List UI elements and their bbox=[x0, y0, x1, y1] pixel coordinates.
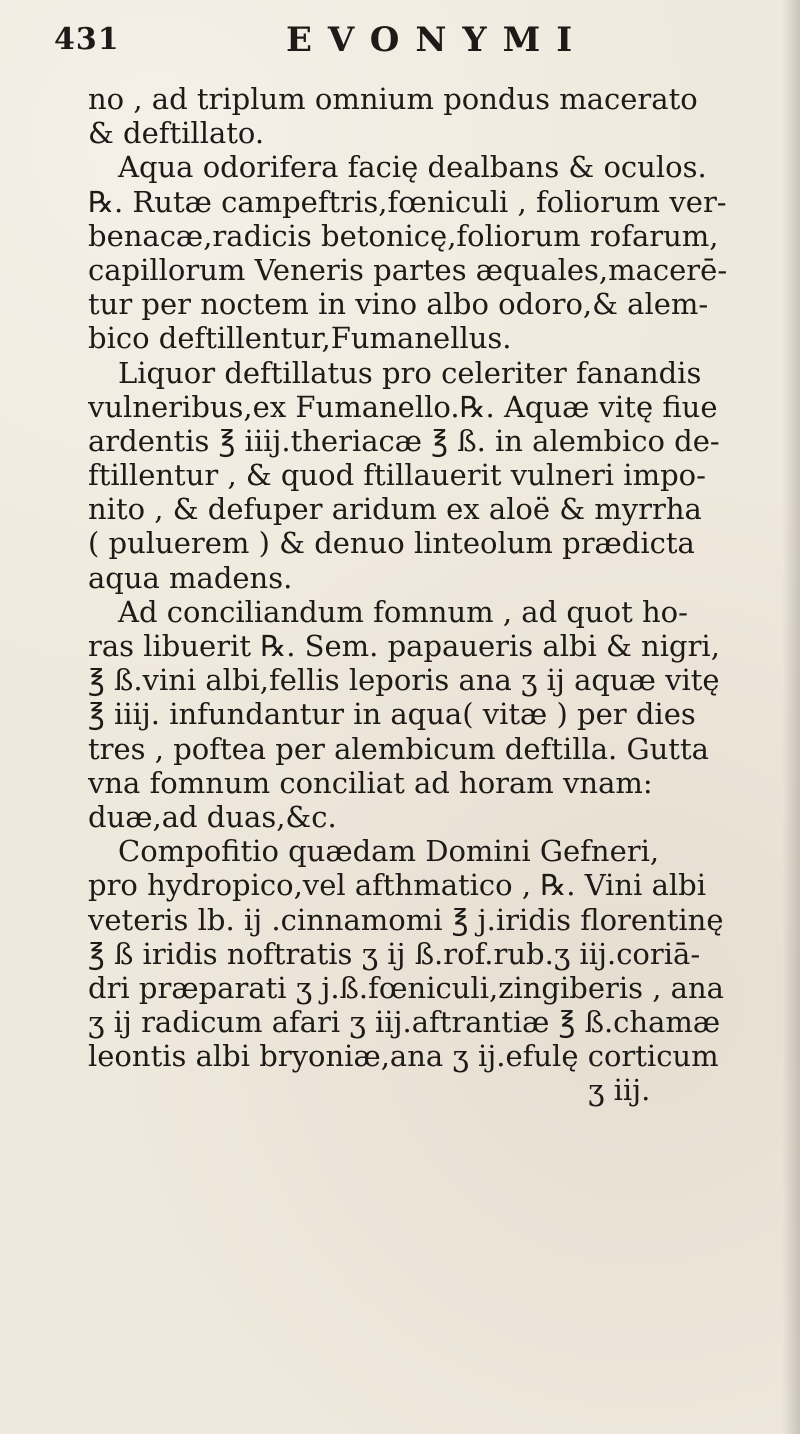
text-line: ℞. Rutæ campeftris,fœniculi , foliorum ver- bbox=[88, 184, 727, 219]
page-number: 431 bbox=[54, 22, 120, 57]
text-line: bico deftillentur,Fumanellus. bbox=[88, 321, 512, 356]
text-line: pro hydropico,vel afthmatico , ℞. Vini albi bbox=[88, 868, 706, 903]
text-line: Compofitio quædam Domini Gefneri, bbox=[118, 834, 660, 869]
text-line: vulneribus,ex Fumanello.℞. Aquæ vitę fiue bbox=[88, 389, 718, 424]
text-line: Aqua odorifera facię dealbans & oculos. bbox=[118, 150, 707, 185]
text-line: tres , poftea per alembicum deftilla. Gutta bbox=[88, 731, 709, 766]
text-line: nito , & defuper aridum ex aloë & myrrha bbox=[88, 492, 702, 527]
text-line: Ad conciliandum fomnum , ad quot ho- bbox=[118, 594, 688, 629]
text-line: ( puluerem ) & denuo linteolum prædicta bbox=[88, 526, 695, 561]
body-text bbox=[88, 82, 788, 1108]
text-line: ardentis ℥ iiij.theriacæ ℥ ß. in alembico de- bbox=[88, 423, 720, 458]
text-line: benacæ,radicis betonicę,foliorum rofarum, bbox=[88, 218, 719, 253]
text-line: veteris lb. ij .cinnamomi ℥ j.iridis florentinę bbox=[88, 902, 724, 937]
text-line: aqua madens. bbox=[88, 560, 293, 595]
text-line: ftillentur , & quod ftillauerit vulneri impo- bbox=[88, 458, 706, 493]
running-title: EVONYMI bbox=[286, 20, 589, 60]
page-header bbox=[54, 22, 754, 64]
text-line: tur per noctem in vino albo odoro,& alem- bbox=[88, 287, 709, 322]
text-line: vna fomnum conciliat ad horam vnam: bbox=[88, 765, 653, 800]
text-line: ℥ ß iridis noftratis ʒ ij ß.rof.rub.ʒ iij.coriā- bbox=[88, 936, 701, 971]
text-line: ras libuerit ℞. Sem. papaueris albi & nigri, bbox=[88, 629, 720, 663]
text-line: capillorum Veneris partes æquales,macerē- bbox=[88, 252, 728, 287]
text-line: ʒ iij. bbox=[588, 1073, 651, 1108]
text-line: duæ,ad duas,&c. bbox=[88, 799, 337, 834]
text-line: ℥ ß.vini albi,fellis leporis ana ʒ ij aquæ vitę bbox=[88, 663, 720, 698]
text-line: Liquor deftillatus pro celeriter fanandis bbox=[118, 355, 702, 390]
text-line: dri præparati ʒ j.ß.fœniculi,zingiberis , ana bbox=[88, 970, 724, 1005]
text-line: ʒ ij radicum afari ʒ iij.aftrantiæ ℥ ß.chamæ bbox=[88, 1005, 721, 1040]
text-line: no , ad triplum omnium pondus macerato bbox=[88, 82, 698, 116]
text-line: ℥ iiij. infundantur in aqua( vitæ ) per dies bbox=[88, 697, 696, 732]
text-line: & deftillato. bbox=[88, 116, 265, 151]
text-line: leontis albi bryoniæ,ana ʒ ij.efulę corticum bbox=[88, 1039, 719, 1074]
